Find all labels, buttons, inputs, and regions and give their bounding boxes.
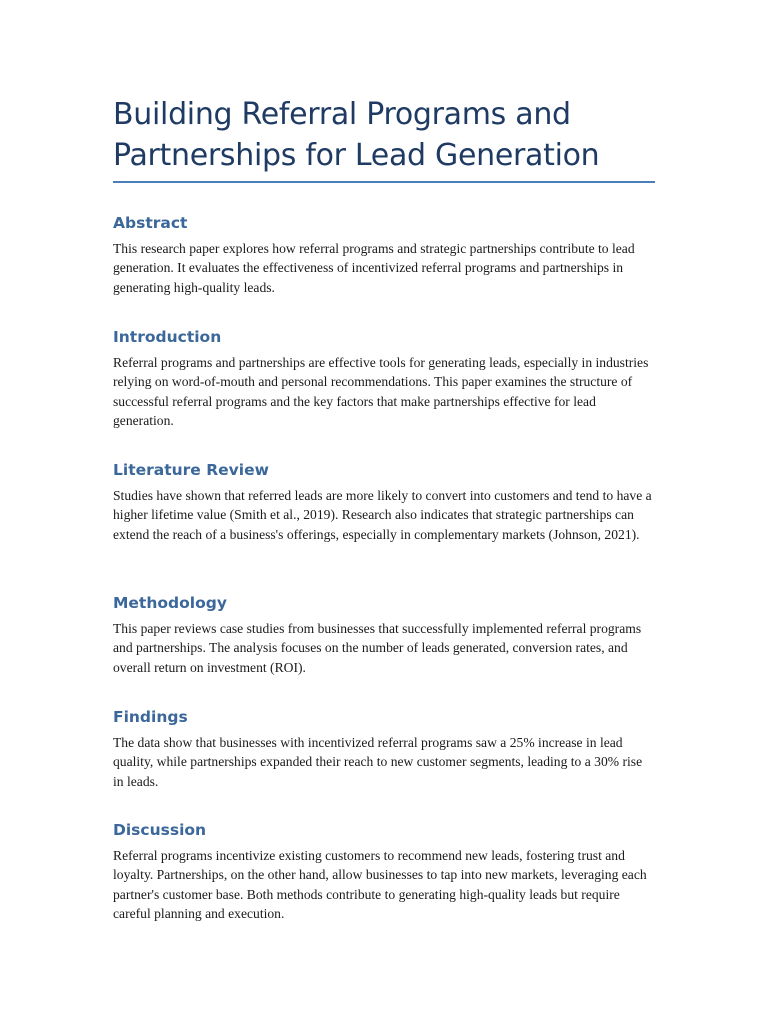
section-body: Referral programs incentivize existing customers to recommend new leads, fostering trust and loyalty. Partnerships, on the other hand, allow businesses to tap into new markets, leveraging each partner's customer base. Both methods contribute to generating high-quality leads but require careful planning and execution. (113, 848, 647, 922)
section-body: Referral programs and partnerships are effective tools for generating leads, especially in industries relying on word-of-mouth and personal recommendations. This paper examines the structure of successful referral programs and the key factors that make partnerships effective for lead generation. (113, 355, 649, 429)
section-body: The data show that businesses with incentivized referral programs saw a 25% increase in lead quality, while partnerships expanded their reach to new customer segments, leading to a 30% rise in leads. (113, 735, 643, 789)
section-abstract (113, 213, 655, 297)
section-body: This paper reviews case studies from businesses that successfully implemented referral programs and partnerships. The analysis focuses on the number of leads generated, conversion rates, and overall return on investment (ROI). (113, 621, 642, 675)
section-heading: Introduction (113, 328, 222, 346)
page-title: Building Referral Programs and Partnerships for Lead Generation (113, 97, 600, 173)
section-body: Studies have shown that referred leads are more likely to convert into customers and tend to have a higher lifetime value (Smith et al., 2019). Research also indicates that strategic partnerships can extend the reach of a business's offerings, especially in complementary markets (Johnson, 2021). (113, 488, 652, 542)
section-methodology (113, 593, 655, 677)
title-divider (113, 181, 655, 183)
section-heading: Findings (113, 708, 188, 726)
section-introduction (113, 327, 655, 431)
section-findings (113, 707, 655, 791)
section-body: This research paper explores how referral programs and strategic partnerships contribute to lead generation. It evaluates the effectiveness of incentivized referral programs and partnerships in generating high-quality leads. (113, 241, 635, 295)
section-heading: Abstract (113, 214, 188, 232)
section-discussion (113, 820, 655, 924)
section-heading: Literature Review (113, 461, 269, 479)
document-page (113, 0, 655, 922)
section-literature-review (113, 460, 655, 544)
section-heading: Methodology (113, 594, 227, 612)
section-heading: Discussion (113, 821, 207, 839)
